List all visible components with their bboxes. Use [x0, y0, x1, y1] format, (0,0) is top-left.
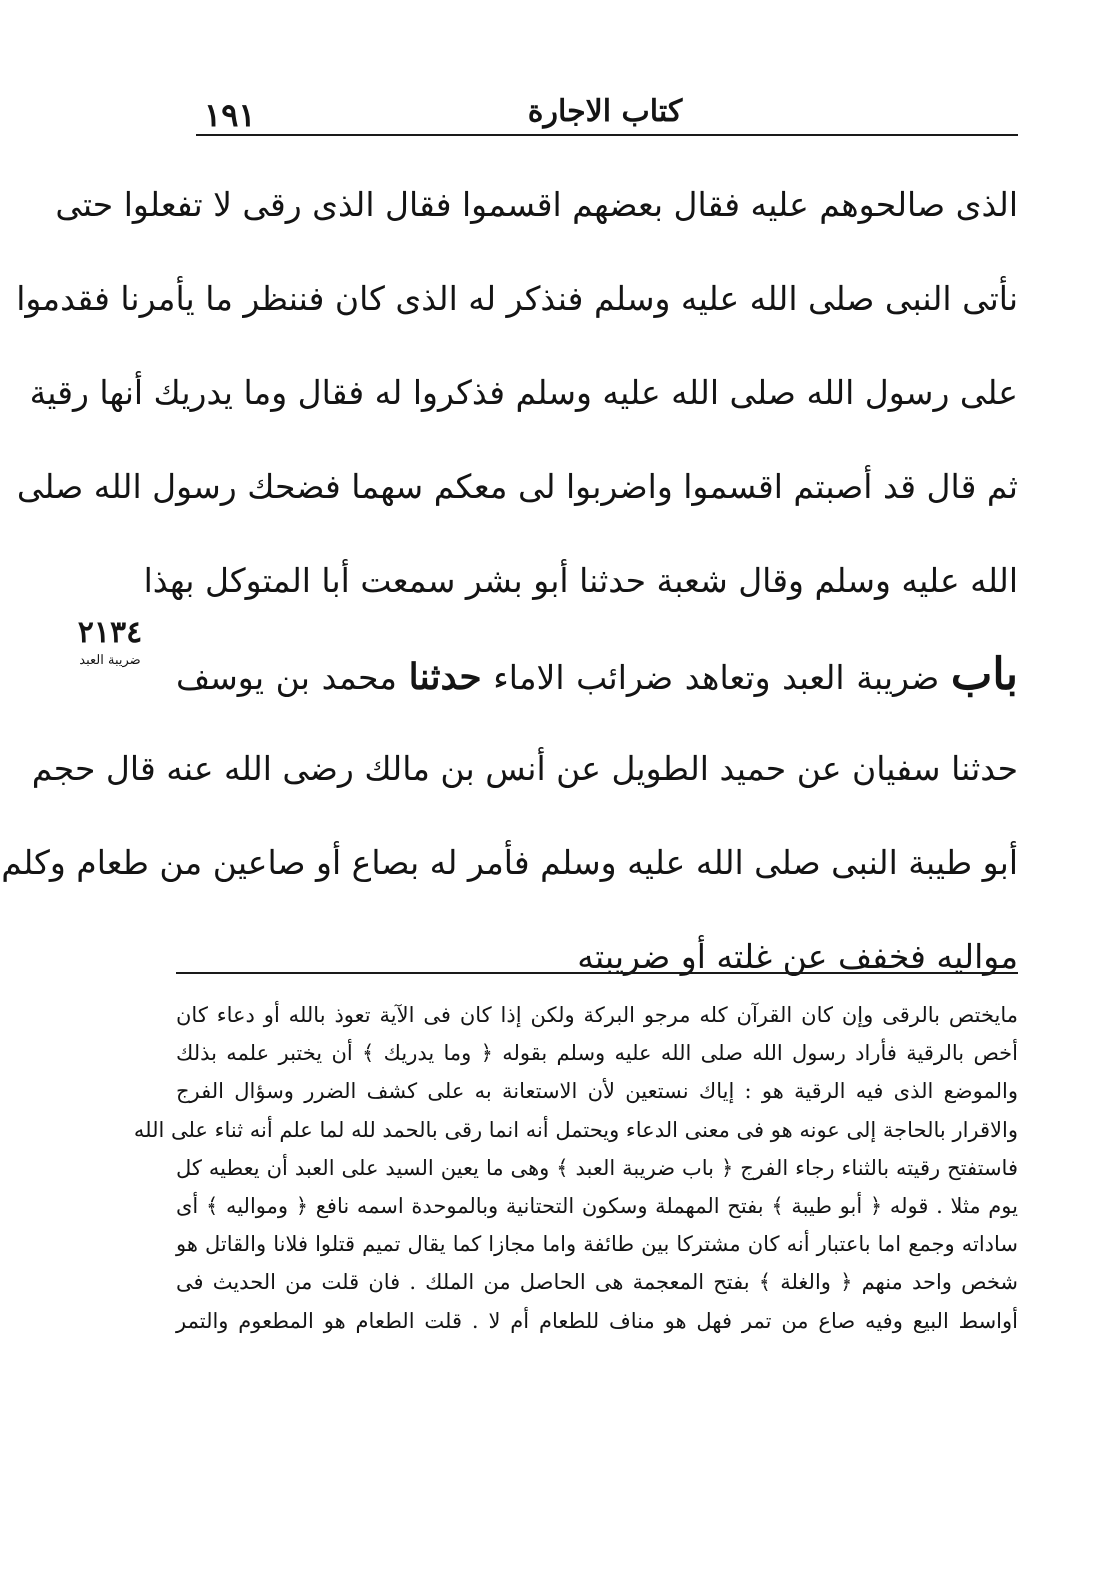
commentary-line: مايختص بالرقى وإن كان القرآن كله مرجو البركة ولكن إذا كان فى الآية تعوذ بالله أو دعاء كان — [176, 1003, 1018, 1027]
chapter-title: ضريبة العبد وتعاهد ضرائب الاماء — [493, 658, 940, 697]
text-line: الله عليه وسلم وقال شعبة حدثنا أبو بشر سمعت أبا المتوكل بهذا — [143, 561, 1018, 600]
narration-marker: حدثنا — [408, 656, 482, 698]
text-line: ثم قال قد أصبتم اقسموا واضربوا لى معكم سهما فضحك رسول الله صلى — [16, 467, 1018, 506]
text-line: حدثنا سفيان عن حميد الطويل عن أنس بن مالك رضى الله عنه قال حجم — [31, 749, 1018, 788]
commentary-line: ساداته وجمع اما باعتبار أنه كان مشتركا بين طائفة واما مجازا كما يقال تميم قتلوا فلانا والقاتل هو — [176, 1232, 1018, 1257]
hadith-number: ٢١٣٤ — [77, 615, 143, 650]
commentary-rule — [176, 972, 1018, 974]
margin-chapter-label: ضريبة العبد — [79, 653, 141, 668]
commentary-line: فاستفتح رقيته بالثناء رجاء الفرج ﴿ باب ضريبة العبد ﴾ وهى ما يعين السيد على العبد أن يعطيه كل — [176, 1155, 1018, 1180]
page-header — [190, 92, 1020, 132]
header-rule — [196, 134, 1018, 136]
text-line: على رسول الله صلى الله عليه وسلم فذكروا له فقال وما يدريك أنها رقية — [29, 373, 1018, 412]
text-line: مواليه فخفف عن غلته أو ضريبته — [577, 937, 1018, 976]
commentary-line: شخص واحد منهم ﴿ والغلة ﴾ بفتح المعجمة هى الحاصل من الملك . فان قلت من الحديث فى — [176, 1270, 1018, 1295]
narrator-name: محمد بن يوسف — [176, 658, 397, 697]
commentary-line: يوم مثلا . قوله ﴿ أبو طيبة ﴾ بفتح المهملة وسكون التحتانية وبالموحدة اسمه نافع ﴿ ومواليه ﴾ أى — [176, 1193, 1018, 1218]
text-line: الذى صالحوهم عليه فقال بعضهم اقسموا فقال الذى رقى لا تفعلوا حتى — [55, 185, 1018, 224]
margin-note — [64, 614, 156, 670]
chapter-heading-line — [176, 628, 1018, 722]
text-line: نأتى النبى صلى الله عليه وسلم فنذكر له الذى كان فننظر ما يأمرنا فقدموا — [16, 279, 1018, 318]
commentary-text — [133, 996, 1018, 1340]
commentary-line: والموضع الذى فيه الرقية هو : إياك نستعين لأن الاستعانة به على كشف الضرر وسؤال الفرج — [176, 1079, 1018, 1104]
page-number: ١٩١ — [204, 96, 256, 134]
text-line: أبو طيبة النبى صلى الله عليه وسلم فأمر له بصاع أو صاعين من طعام وكلم — [1, 843, 1018, 882]
chapter-label: باب — [950, 649, 1018, 700]
commentary-line: أواسط البيع وفيه صاع من تمر فهل هو مناف للطعام أم لا . قلت الطعام هو المطعوم والتمر — [176, 1308, 1018, 1333]
commentary-line: والاقرار بالحاجة إلى عونه هو فى معنى الدعاء ويحتمل أنه انما رقى بالحمد لله لما علم أنه ثناء على الله — [133, 1117, 1018, 1142]
running-title: كتاب الاجارة — [527, 94, 683, 129]
commentary-line: أخص بالرقية فأراد رسول الله صلى الله عليه وسلم بقوله ﴿ وما يدريك ﴾ أن يختبر علمه بذلك — [176, 1041, 1018, 1066]
